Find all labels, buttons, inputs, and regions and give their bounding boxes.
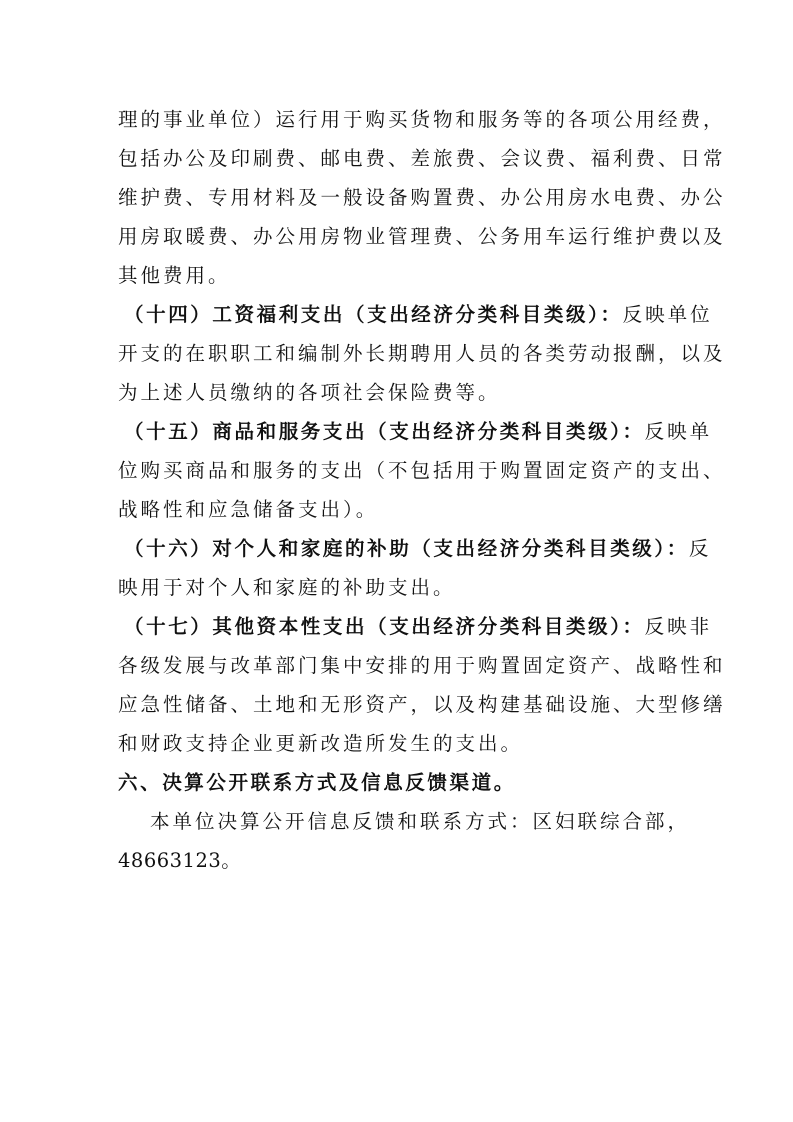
paragraph-line: 映用于对个人和家庭的补助支出。 <box>118 576 456 599</box>
contact-phone: 48663123。 <box>118 849 242 872</box>
paragraph-line: 包括办公及印刷费、邮电费、差旅费、会议费、福利费、日常 <box>118 147 726 170</box>
paragraph-line: 理的事业单位）运行用于购买货物和服务等的各项公用经费， <box>118 108 726 131</box>
item-heading: （十七）其他资本性支出（支出经济分类科目类级）： <box>124 615 645 638</box>
paragraph-line: 为上述人员缴纳的各项社会保险费等。 <box>118 381 501 404</box>
paragraph-line: 位购买商品和服务的支出（不包括用于购置固定资产的支出、 <box>118 459 726 482</box>
contact-line: 本单位决算公开信息反馈和联系方式：区妇联综合部， <box>150 810 691 833</box>
paragraph-first-line <box>124 536 712 562</box>
paragraph-text: 反映非 <box>644 615 713 638</box>
paragraph-first-line <box>124 302 713 328</box>
item-heading: （十六）对个人和家庭的补助（支出经济分类科目类级）： <box>124 537 689 560</box>
item-heading: （十五）商品和服务支出（支出经济分类科目类级）： <box>124 420 645 443</box>
paragraph-first-line <box>124 419 713 445</box>
paragraph-line: 维护费、专用材料及一般设备购置费、办公用房水电费、办公 <box>118 186 726 209</box>
paragraph-line: 战略性和应急储备支出）。 <box>118 498 379 521</box>
paragraph-line: 其他费用。 <box>118 264 231 287</box>
paragraph-first-line <box>124 614 713 640</box>
item-heading: （十四）工资福利支出（支出经济分类科目类级）： <box>124 303 623 326</box>
section-heading: 六、决算公开联系方式及信息反馈渠道。 <box>118 771 516 794</box>
paragraph-text: 反映单位 <box>622 303 713 326</box>
paragraph-line: 应急性储备、土地和无形资产，以及构建基础设施、大型修缮 <box>118 693 726 716</box>
paragraph-text: 反映单 <box>644 420 713 443</box>
paragraph-text: 反 <box>688 537 712 560</box>
paragraph-line: 开支的在职职工和编制外长期聘用人员的各类劳动报酬，以及 <box>118 342 726 365</box>
paragraph-line: 各级发展与改革部门集中安排的用于购置固定资产、战略性和 <box>118 654 726 677</box>
paragraph-line: 和财政支持企业更新改造所发生的支出。 <box>118 732 524 755</box>
paragraph-line: 用房取暖费、办公用房物业管理费、公务用车运行维护费以及 <box>118 225 726 248</box>
